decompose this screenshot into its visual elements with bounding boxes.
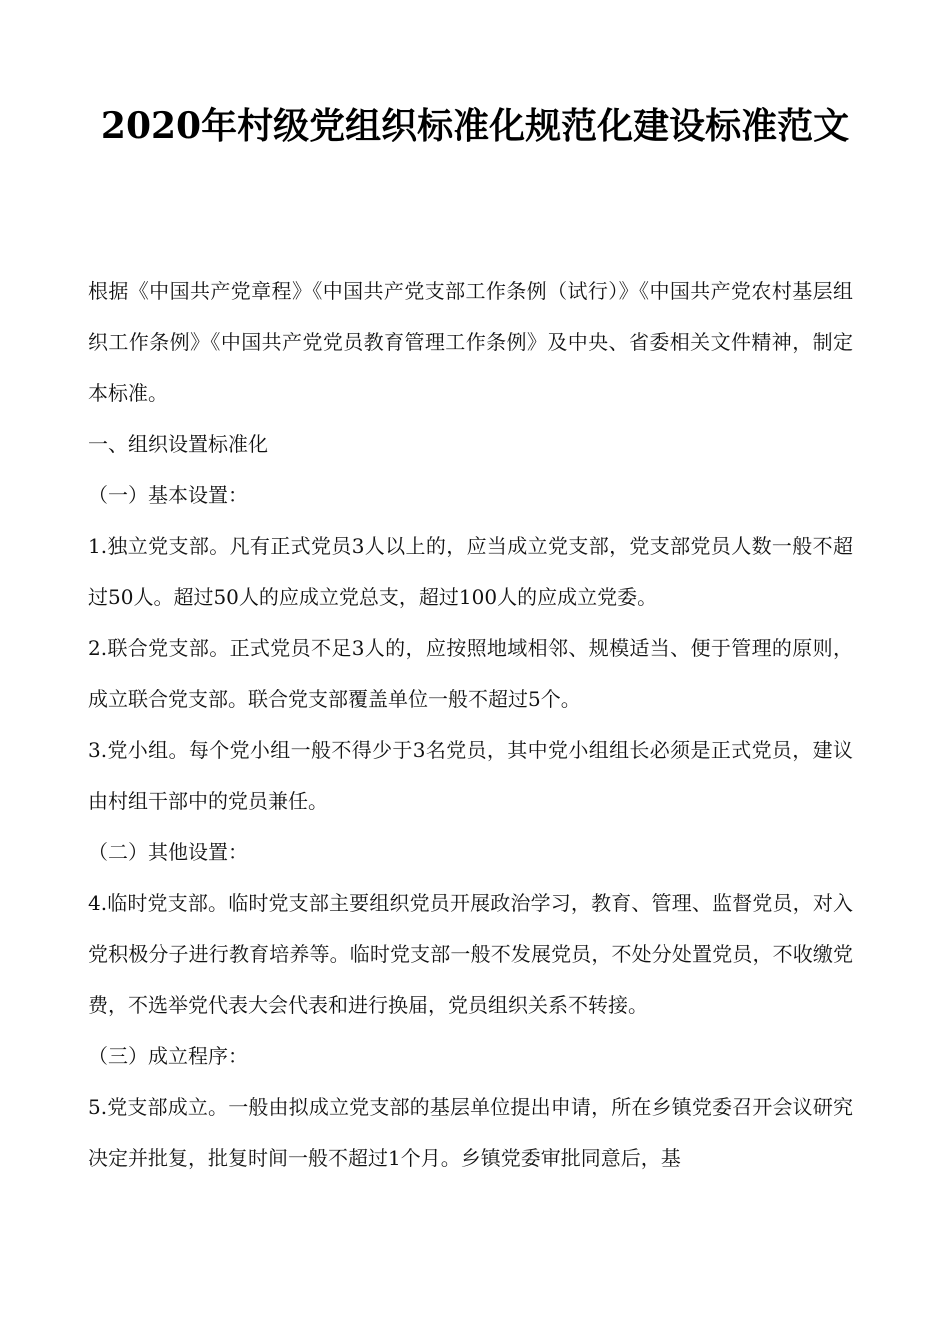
paragraph-item-3: 3.党小组。每个党小组一般不得少于3名党员，其中党小组组长必须是正式党员，建议由村组干部中的党员兼任。 bbox=[88, 738, 853, 813]
section-heading-organization: 一、组织设置标准化 bbox=[88, 432, 268, 456]
subsection-heading-basic: （一）基本设置： bbox=[88, 483, 248, 507]
paragraph-item-5: 5.党支部成立。一般由拟成立党支部的基层单位提出申请，所在乡镇党委召开会议研究决定并批复，批复时间一般不超过1个月。乡镇党委审批同意后，基 bbox=[88, 1095, 853, 1170]
document-body bbox=[88, 266, 853, 1184]
document-title: 2020年村级党组织标准化规范化建设标准范文 bbox=[100, 105, 850, 147]
paragraph-item-1: 1.独立党支部。凡有正式党员3人以上的，应当成立党支部，党支部党员人数一般不超过50人。超过50人的应成立党总支，超过100人的应成立党委。 bbox=[88, 534, 853, 609]
subsection-heading-other: （二）其他设置： bbox=[88, 840, 248, 864]
paragraph-item-4: 4.临时党支部。临时党支部主要组织党员开展政治学习，教育、管理、监督党员，对入党积极分子进行教育培养等。临时党支部一般不发展党员，不处分处置党员，不收缴党费，不选举党代表大会代表和进行换届，党员组织关系不转接。 bbox=[88, 891, 853, 1017]
paragraph-intro: 根据《中国共产党章程》《中国共产党支部工作条例（试行）》《中国共产党农村基层组织工作条例》《中国共产党党员教育管理工作条例》及中央、省委相关文件精神，制定本标准。 bbox=[88, 279, 853, 405]
subsection-heading-procedure: （三）成立程序： bbox=[88, 1044, 248, 1068]
paragraph-item-2: 2.联合党支部。正式党员不足3人的，应按照地域相邻、规模适当、便于管理的原则，成立联合党支部。联合党支部覆盖单位一般不超过5个。 bbox=[88, 636, 853, 711]
